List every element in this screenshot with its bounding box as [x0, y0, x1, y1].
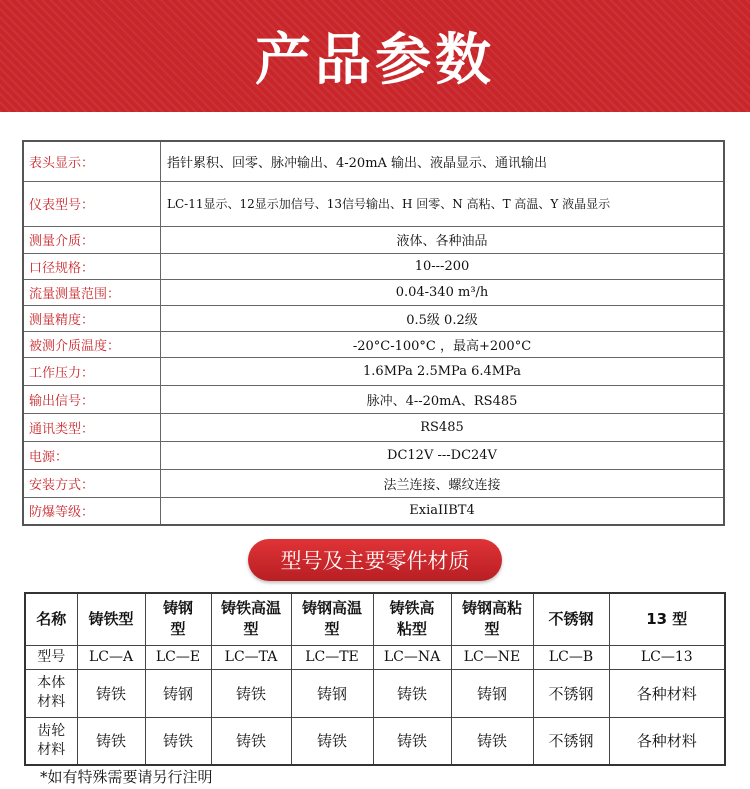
table-row — [23, 253, 724, 279]
header-row — [25, 593, 725, 645]
table-row — [23, 279, 724, 305]
parameters-table — [22, 140, 725, 526]
param-value: 10---200 — [161, 253, 725, 279]
param-value: 脉冲、4--20mA、RS485 — [161, 385, 725, 413]
param-label: 口径规格： — [23, 253, 161, 279]
material-cell: 不锈钢 — [533, 717, 609, 765]
param-label: 防爆等级： — [23, 497, 161, 525]
param-label: 仪表型号： — [23, 181, 161, 226]
table-row — [23, 469, 724, 497]
model-code: LC—E — [145, 645, 211, 669]
param-label: 表头显示： — [23, 141, 161, 181]
material-cell: 铸钢 — [145, 669, 211, 717]
column-header: 名称 — [25, 593, 77, 645]
row-label: 本体 材料 — [25, 669, 77, 717]
table-row — [25, 645, 725, 669]
param-label: 通讯类型： — [23, 413, 161, 441]
page-title: 产品参数 — [255, 28, 495, 93]
param-value: 指针累积、回零、脉冲输出、4-20mA 输出、液晶显示、通讯输出 — [161, 141, 725, 181]
param-label: 电源： — [23, 441, 161, 469]
material-cell: 铸铁 — [291, 717, 373, 765]
material-cell: 各种材料 — [609, 717, 725, 765]
material-cell: 铸铁 — [373, 717, 451, 765]
column-header: 铸钢高粘 型 — [451, 593, 533, 645]
row-label: 型号 — [25, 645, 77, 669]
model-code: LC—13 — [609, 645, 725, 669]
param-label: 安装方式： — [23, 469, 161, 497]
param-value: 液体、各种油品 — [161, 226, 725, 253]
material-cell: 铸铁 — [211, 717, 291, 765]
table-row — [23, 497, 724, 525]
material-cell: 铸铁 — [211, 669, 291, 717]
column-header: 不锈钢 — [533, 593, 609, 645]
column-header: 铸铁高温 型 — [211, 593, 291, 645]
param-value: RS485 — [161, 413, 725, 441]
table-row — [23, 385, 724, 413]
material-cell: 铸铁 — [451, 717, 533, 765]
models-table — [24, 592, 726, 766]
material-cell: 铸铁 — [77, 669, 145, 717]
material-cell: 铸钢 — [291, 669, 373, 717]
table-row — [23, 141, 724, 181]
column-header: 铸铁高 粘型 — [373, 593, 451, 645]
param-value: 1.6MPa 2.5MPa 6.4MPa — [161, 357, 725, 385]
param-value: DC12V ---DC24V — [161, 441, 725, 469]
model-code: LC—B — [533, 645, 609, 669]
param-label: 测量精度： — [23, 305, 161, 331]
param-label: 被测介质温度： — [23, 331, 161, 357]
column-header: 13 型 — [609, 593, 725, 645]
table-row — [25, 717, 725, 765]
model-code: LC—A — [77, 645, 145, 669]
material-cell: 铸铁 — [77, 717, 145, 765]
param-label: 输出信号： — [23, 385, 161, 413]
table-row — [23, 357, 724, 385]
column-header: 铸铁型 — [77, 593, 145, 645]
header-banner — [0, 0, 750, 112]
param-value: ExiaIIBT4 — [161, 497, 725, 525]
table-row — [23, 441, 724, 469]
param-value: -20°C-100°C ，最高+200°C — [161, 331, 725, 357]
material-cell: 铸钢 — [451, 669, 533, 717]
section-title: 型号及主要零件材质 — [248, 539, 502, 581]
column-header: 铸钢 型 — [145, 593, 211, 645]
param-value: LC-11显示、12显示加信号、13信号输出、H 回零、N 高粘、T 高温、Y 液晶显示 — [161, 181, 725, 226]
column-header: 铸钢高温 型 — [291, 593, 373, 645]
param-label: 工作压力： — [23, 357, 161, 385]
material-cell: 各种材料 — [609, 669, 725, 717]
section-header — [0, 538, 750, 582]
table-row — [23, 305, 724, 331]
model-code: LC—TE — [291, 645, 373, 669]
table-row — [23, 331, 724, 357]
material-cell: 不锈钢 — [533, 669, 609, 717]
table-row — [25, 669, 725, 717]
param-label: 测量介质： — [23, 226, 161, 253]
table-row — [23, 413, 724, 441]
model-code: LC—NE — [451, 645, 533, 669]
param-value: 0.5级 0.2级 — [161, 305, 725, 331]
param-value: 0.04-340 m³/h — [161, 279, 725, 305]
footnote: *如有特殊需要请另行注明 — [40, 768, 213, 786]
table-row — [23, 181, 724, 226]
param-value: 法兰连接、螺纹连接 — [161, 469, 725, 497]
material-cell: 铸铁 — [373, 669, 451, 717]
row-label: 齿轮 材料 — [25, 717, 77, 765]
model-code: LC—NA — [373, 645, 451, 669]
table-row — [23, 226, 724, 253]
material-cell: 铸铁 — [145, 717, 211, 765]
model-code: LC—TA — [211, 645, 291, 669]
param-label: 流量测量范围： — [23, 279, 161, 305]
